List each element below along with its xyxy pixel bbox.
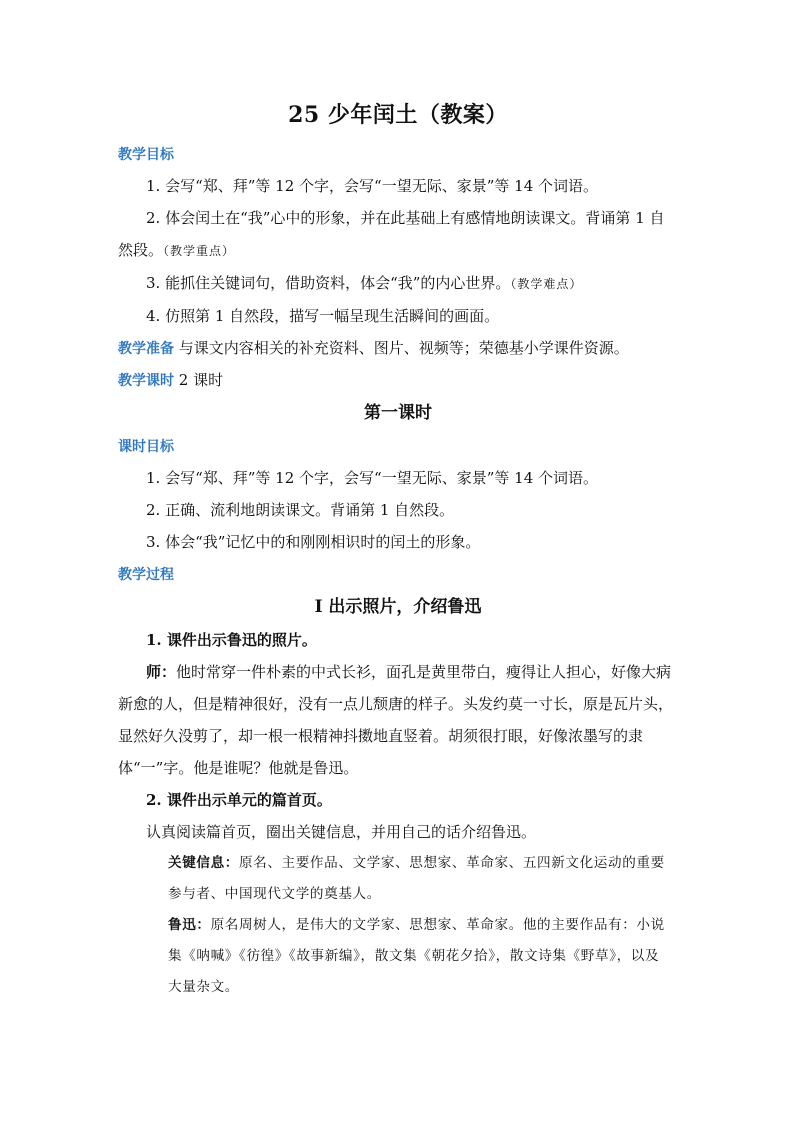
step1-title: 1. 课件出示鲁迅的照片。 [146,631,317,649]
objective-item-3-text: 3. 能抓住关键词句，借助资料，体会“我”的内心世界。 [146,274,511,292]
document-content [118,100,678,1003]
objective-item-3 [118,267,678,300]
lesson1-objectives-section [118,430,678,558]
step2-title: 2. 课件出示单元的篇首页。 [146,791,332,809]
objectives-heading: 教学目标 [118,147,174,163]
teacher-paragraph [118,656,678,784]
luxun-label: 鲁迅： [168,917,211,933]
lesson1-objective-3: 3. 体会“我”记忆中的和刚刚相识时的闰土的形象。 [146,533,481,551]
process-heading: 教学过程 [118,567,174,583]
objectives-section [118,138,678,332]
key-info-text: 原名、主要作品、文学家、思想家、革命家、五四新文化运动的重要参与者、中国现代文学的奠基人。 [168,855,665,902]
teacher-text: 他时常穿一件朴素的中式长衫，面孔是黄里带白，瘦得让人担心，好像大病新愈的人，但是精神很好，没有一点儿颓唐的样子。头发约莫一寸长，原是瓦片头，显然好久没剪了，却一根一根精神抖擞地直竖着。胡须很打眼，好像浓墨写的隶体“一”字。他是谁呢？他就是鲁迅。 [118,663,674,777]
lesson1-objectives-heading: 课时目标 [118,439,174,455]
preparation-line [118,332,678,364]
key-point-note: （教学重点） [163,244,236,258]
hours-text: 2 课时 [174,371,224,389]
key-info-paragraph [168,848,673,910]
objective-item-1: 1. 会写“郑、拜”等 12 个字，会写“一望无际、家景”等 14 个词语。 [146,177,599,195]
lesson1-title: 第一课时 [364,403,432,423]
step2-text: 认真阅读篇首页，圈出关键信息，并用自己的话介绍鲁迅。 [146,823,537,841]
lesson1-objective-1: 1. 会写“郑、拜”等 12 个字，会写“一望无际、家景”等 14 个词语。 [146,469,599,487]
lesson1-objective-2: 2. 正确、流利地朗读课文。背诵第 1 自然段。 [146,501,455,519]
hours-line [118,364,678,396]
objective-item-2 [118,202,678,267]
luxun-paragraph [168,910,673,1003]
objective-item-4: 4. 仿照第 1 自然段，描写一幅呈现生活瞬间的画面。 [146,307,500,325]
hours-label: 教学课时 [118,373,174,389]
preparation-text: 与课文内容相关的补充资料、图片、视频等；荣德基小学课件资源。 [174,339,629,357]
teacher-label: 师： [146,663,177,681]
section1-title: Ⅰ 出示照片，介绍鲁迅 [314,597,482,617]
difficulty-note: （教学难点） [510,277,583,291]
objective-item-2-text: 2. 体会闰土在“我”心中的形象，并在此基础上有感情地朗读课文。背诵第 1 自然段。 [118,209,665,259]
document-title: 25 少年闰土（教案） [288,102,508,128]
preparation-label: 教学准备 [118,341,174,357]
luxun-text: 原名周树人，是伟大的文学家、思想家、革命家。他的主要作品有：小说集《呐喊》《彷徨》《故事新编》，散文集《朝花夕拾》，散文诗集《野草》，以及大量杂文。 [168,917,665,995]
key-info-label: 关键信息： [168,855,239,871]
